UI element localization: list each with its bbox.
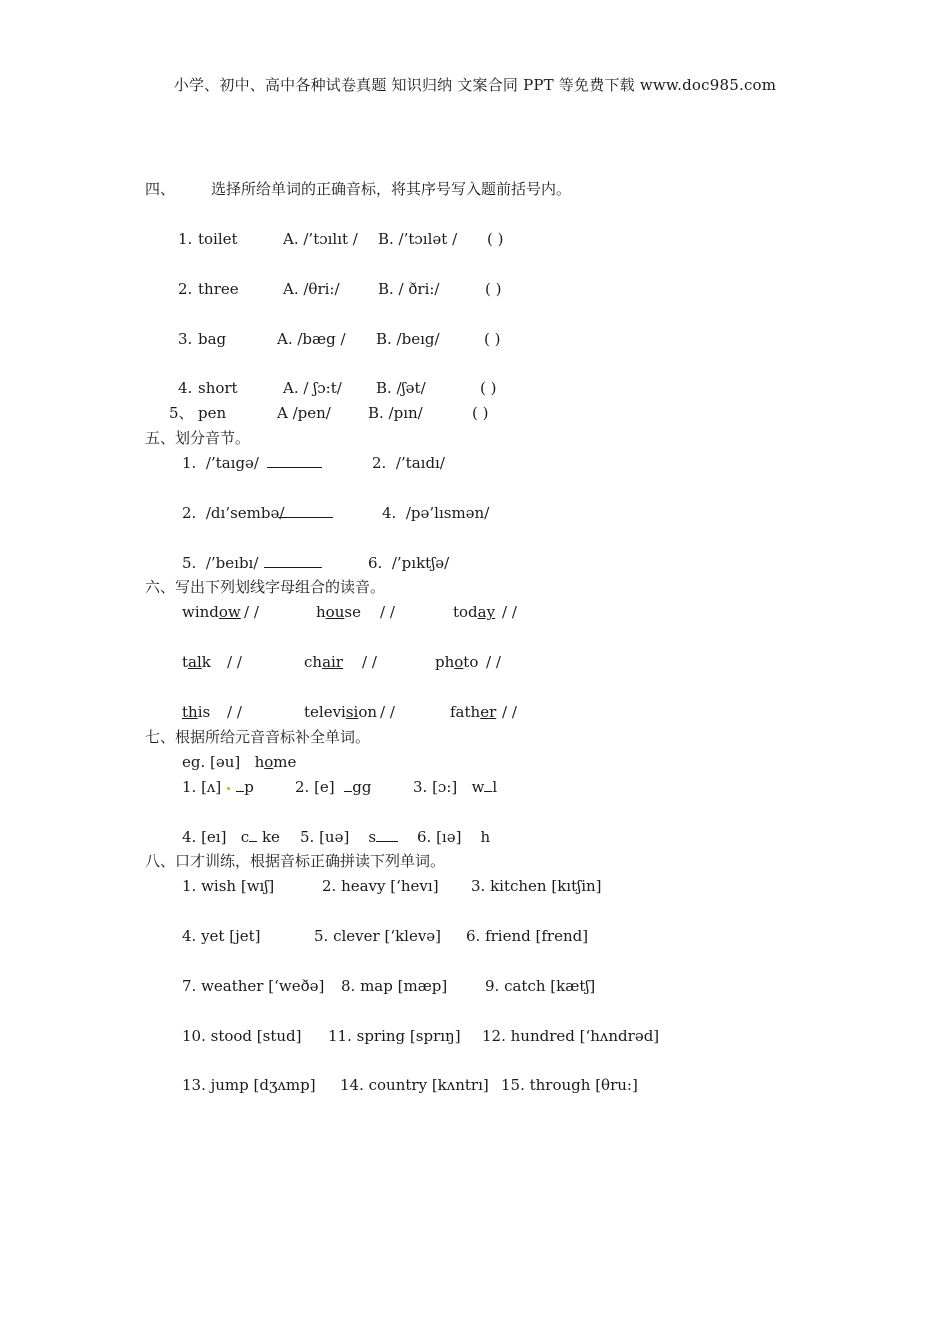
item-word: bag <box>198 330 227 348</box>
letter-blank[interactable] <box>249 829 257 842</box>
answer-parens: ( ) <box>480 379 497 397</box>
reading-word: 12. hundred [‘hʌndrəd] <box>482 1027 660 1045</box>
item-word: short <box>198 379 238 397</box>
item-number: 1. <box>182 454 197 472</box>
answer-parens: ( ) <box>472 404 489 422</box>
option-b: B. / ðri:/ <box>378 280 440 298</box>
reading-word: 3. kitchen [kıtʃin] <box>471 877 602 895</box>
item-number: 4. <box>178 379 193 397</box>
answer-blank[interactable] <box>278 504 333 522</box>
option-b: B. /beıg/ <box>376 330 440 348</box>
syllable-item <box>372 454 445 472</box>
answer-parens: ( ) <box>487 230 504 248</box>
reading-word: 5. clever [‘klevə] <box>314 927 442 945</box>
example-item: eg. [əu] home <box>182 753 297 771</box>
section-5-title: 五、划分音节。 <box>145 429 251 447</box>
reading-word: 15. through [θru:] <box>501 1076 638 1094</box>
underlined-word: chair <box>304 653 343 671</box>
item-number: 1. <box>178 230 193 248</box>
example-label: eg. [əu] <box>182 753 241 771</box>
fill-item: 1. [ʌ] p <box>182 778 254 796</box>
item-number: 2. <box>182 504 197 522</box>
item-number: 5、 <box>169 404 194 422</box>
option-b: B. /’tɔılət / <box>378 230 458 248</box>
underlined-word: father <box>450 703 497 721</box>
underlined-word: today <box>453 603 496 621</box>
answer-parens: ( ) <box>484 330 501 348</box>
reading-word: 9. catch [kætʃ] <box>485 977 596 995</box>
phonetic-slash: / / <box>380 603 395 621</box>
reading-word: 13. jump [dʒʌmp] <box>182 1076 316 1094</box>
phonetic-slash: / / <box>486 653 501 671</box>
letter-blank[interactable] <box>376 829 398 842</box>
item-word: three <box>198 280 239 298</box>
item-ipa: /’beıbı/ <box>205 554 259 572</box>
fill-item: 5. [uə] s <box>300 828 398 846</box>
answer-blank[interactable] <box>264 554 322 572</box>
phonetic-slash: / / <box>227 703 242 721</box>
reading-word: 10. stood [stud] <box>182 1027 302 1045</box>
item-ipa: /’taıdı/ <box>395 454 445 472</box>
syllable-item <box>368 554 449 572</box>
phonetic-slash: / / <box>244 603 259 621</box>
section-8-title: 八、口才训练，根据音标正确拼读下列单词。 <box>145 852 446 870</box>
reading-word: 7. weather [‘weðə] <box>182 977 325 995</box>
section-7-title: 七、根据所给元音音标补全单词。 <box>145 728 371 746</box>
phonetic-slash: / / <box>362 653 377 671</box>
item-ipa: /’taıgə/ <box>205 454 259 472</box>
syllable-item <box>182 554 258 572</box>
answer-blank[interactable] <box>267 454 322 472</box>
reading-word: 2. heavy [‘hevı] <box>322 877 439 895</box>
option-b: B. /ʃət/ <box>376 379 426 397</box>
option-a: A. /θri:/ <box>283 280 340 298</box>
phonetic-slash: / / <box>502 603 517 621</box>
item-ipa: /’pıktʃə/ <box>391 554 450 572</box>
syllable-item <box>382 504 489 522</box>
fill-item: 6. [ıə] h <box>417 828 491 846</box>
fill-item: 2. [e] gg <box>295 778 372 796</box>
option-a: A /pen/ <box>277 404 331 422</box>
section-6-title: 六、写出下列划线字母组合的读音。 <box>145 578 386 596</box>
underlined-word: house <box>316 603 361 621</box>
section-4-title: 选择所给单词的正确音标，将其序号写入题前括号内。 <box>211 180 572 198</box>
reading-word: 14. country [kʌntrı] <box>340 1076 489 1094</box>
option-a: A. / ʃɔ:t/ <box>283 379 342 397</box>
item-number: 3. <box>178 330 193 348</box>
reading-word: 11. spring [sprıŋ] <box>328 1027 461 1045</box>
underlined-word: television <box>304 703 378 721</box>
reading-word: 6. friend [frend] <box>466 927 589 945</box>
syllable-item <box>182 504 284 522</box>
option-b: B. /pın/ <box>368 404 423 422</box>
section-4-number: 四、 <box>145 180 176 198</box>
reading-word: 1. wish [wıʃ] <box>182 877 275 895</box>
item-ipa: /dı’sembə/ <box>205 504 285 522</box>
answer-parens: ( ) <box>485 280 502 298</box>
fill-item: 4. [eı] c ke <box>182 828 280 846</box>
item-number: 2. <box>372 454 387 472</box>
phonetic-slash: / / <box>380 703 395 721</box>
underlined-word: this <box>182 703 211 721</box>
underlined-word: window <box>182 603 241 621</box>
option-a: A. /bæg / <box>277 330 346 348</box>
option-a: A. /’tɔılıt / <box>283 230 358 248</box>
underlined-word: talk <box>182 653 211 671</box>
phonetic-slash: / / <box>502 703 517 721</box>
item-number: 6. <box>368 554 383 572</box>
mark-dot <box>227 787 230 790</box>
syllable-item <box>182 454 259 472</box>
underlined-word: photo <box>435 653 479 671</box>
item-ipa: /pə’lısmən/ <box>405 504 490 522</box>
item-number: 2. <box>178 280 193 298</box>
item-word: toilet <box>198 230 238 248</box>
reading-word: 8. map [mæp] <box>341 977 448 995</box>
item-word: pen <box>198 404 227 422</box>
item-number: 5. <box>182 554 197 572</box>
item-number: 4. <box>382 504 397 522</box>
phonetic-slash: / / <box>227 653 242 671</box>
fill-item: 3. [ɔ:] w l <box>413 778 498 796</box>
page-header: 小学、初中、高中各种试卷真题 知识归纳 文案合同 PPT 等免费下载 www.doc985.com <box>173 76 777 94</box>
reading-word: 4. yet [jet] <box>182 927 261 945</box>
